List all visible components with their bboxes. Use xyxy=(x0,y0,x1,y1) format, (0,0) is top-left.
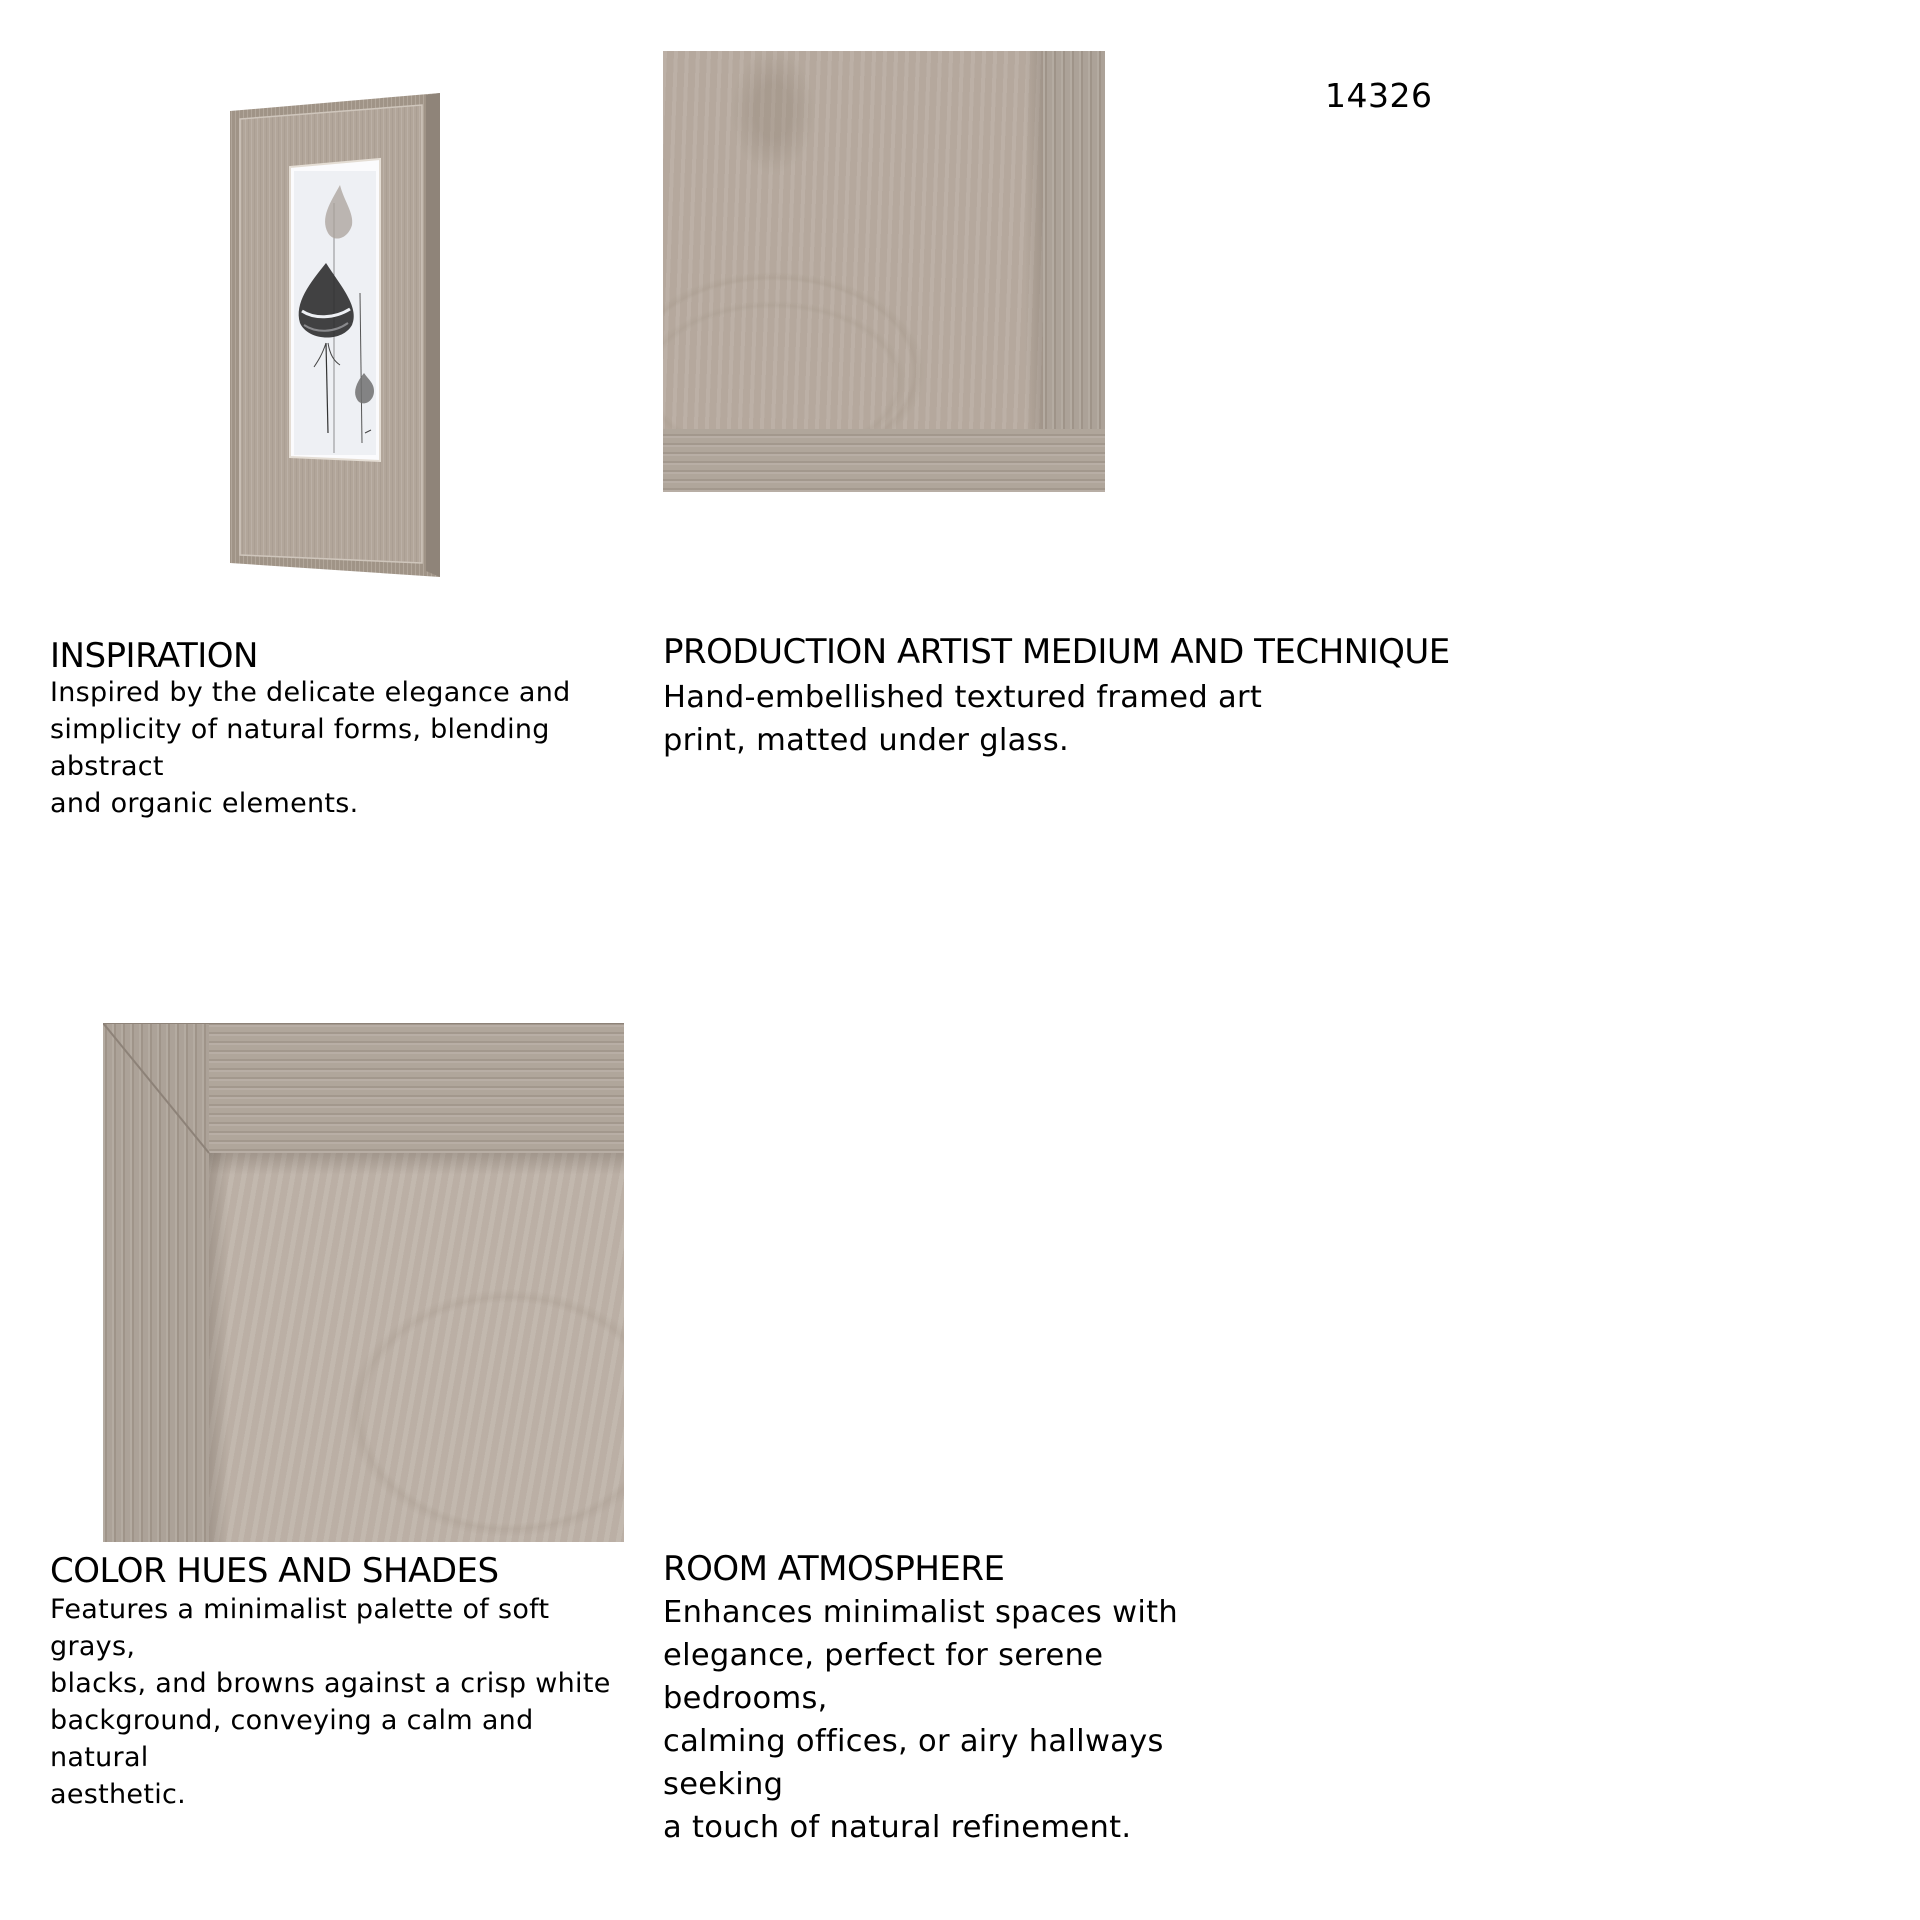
inspiration-text xyxy=(50,674,630,822)
room-atmosphere-text xyxy=(663,1591,1263,1849)
inspiration-line: and organic elements. xyxy=(50,788,359,819)
frame-edge-right xyxy=(1043,51,1105,492)
room-line: calming offices, or airy hallways seeking xyxy=(663,1724,1164,1802)
room-line: a touch of natural refinement. xyxy=(663,1810,1132,1845)
inner-shadow xyxy=(1025,51,1043,429)
medium-line: Hand-embellished textured framed art xyxy=(663,680,1263,715)
room-line: elegance, perfect for serene bedrooms, xyxy=(663,1638,1104,1716)
medium-technique-text xyxy=(663,676,1263,762)
medium-technique-heading: PRODUCTION ARTIST MEDIUM AND TECHNIQUE xyxy=(663,632,1450,672)
framed-art-image xyxy=(230,93,440,577)
inspiration-line: simplicity of natural forms, blending abstract xyxy=(50,714,550,782)
inspiration-heading: INSPIRATION xyxy=(50,636,258,676)
color-line: blacks, and browns against a crisp white xyxy=(50,1668,611,1699)
color-line: aesthetic. xyxy=(50,1779,187,1810)
frame-closeup-image xyxy=(103,1023,624,1542)
color-line: background, conveying a calm and natural xyxy=(50,1705,534,1773)
room-atmosphere-heading: ROOM ATMOSPHERE xyxy=(663,1549,1005,1589)
color-hues-text xyxy=(50,1591,630,1813)
inspiration-line: Inspired by the delicate elegance and xyxy=(50,677,571,708)
frame-corner-detail-image xyxy=(663,51,1105,492)
frame-edge-bottom xyxy=(663,429,1105,492)
product-number: 14326 xyxy=(1325,76,1433,115)
frame-miter-joint xyxy=(103,1023,624,1542)
wood-backing-panel xyxy=(663,51,1043,429)
color-line: Features a minimalist palette of soft grays, xyxy=(50,1594,550,1662)
color-hues-heading: COLOR HUES AND SHADES xyxy=(50,1551,499,1591)
medium-line: print, matted under glass. xyxy=(663,723,1070,758)
framed-art-illustration xyxy=(230,93,440,577)
room-line: Enhances minimalist spaces with xyxy=(663,1595,1179,1630)
